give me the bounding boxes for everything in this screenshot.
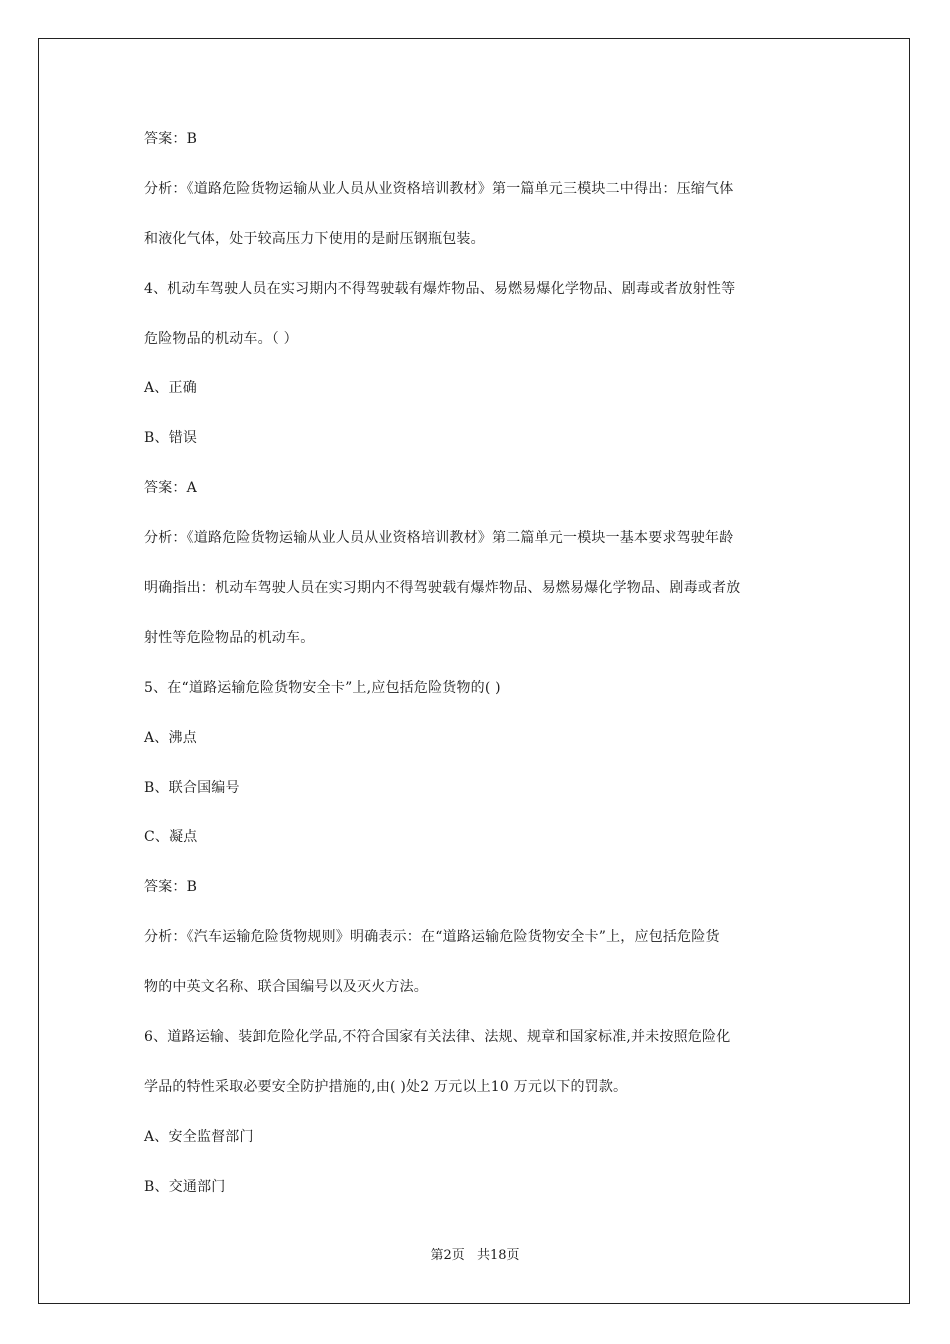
question-line: 学品的特性采取必要安全防护措施的,由( )处2 万元以上10 万元以下的罚款。 (144, 1078, 628, 1095)
option-line: A、安全监督部门 (144, 1128, 254, 1145)
option-line: A、沸点 (144, 729, 197, 746)
document-body (144, 127, 814, 1225)
option-line: B、联合国编号 (144, 779, 240, 796)
option-line: A、正确 (144, 380, 197, 397)
answer-line: 答案：A (144, 480, 197, 497)
analysis-line: 和液化气体，处于较高压力下使用的是耐压钢瓶包装。 (144, 230, 485, 247)
option-line: B、错误 (144, 430, 198, 447)
analysis-line: 分析：《道路危险货物运输从业人员从业资格培训教材》第二篇单元一模块一基本要求驾驶年龄 (144, 530, 734, 547)
page-number: 第2页 (430, 1248, 465, 1263)
analysis-line: 分析：《汽车运输危险货物规则》明确表示：在“道路运输危险货物安全卡”上，应包括危险货 (144, 929, 720, 946)
question-line: 危险物品的机动车。（ ） (144, 330, 298, 347)
question-line: 5、在“道路运输危险货物安全卡”上,应包括危险货物的( ) (144, 679, 501, 696)
analysis-line: 分析：《道路危险货物运输从业人员从业资格培训教材》第一篇单元三模块二中得出：压缩气体 (144, 180, 734, 197)
question-line: 4、机动车驾驶人员在实习期内不得驾驶载有爆炸物品、易燃易爆化学物品、剧毒或者放射性等 (144, 280, 736, 297)
question-line: 6、道路运输、装卸危险化学品,不符合国家有关法律、法规、规章和国家标准,并未按照危险化 (144, 1029, 731, 1046)
analysis-line: 明确指出：机动车驾驶人员在实习期内不得驾驶载有爆炸物品、易燃易爆化学物品、剧毒或者放 (144, 580, 741, 597)
page-total: 共18页 (476, 1248, 520, 1263)
option-line: B、交通部门 (144, 1178, 226, 1195)
option-line: C、凝点 (144, 829, 198, 846)
answer-line: 答案：B (144, 879, 198, 896)
analysis-line: 射性等危险物品的机动车。 (144, 629, 315, 646)
page-footer (0, 1246, 950, 1266)
answer-line: 答案：B (144, 131, 198, 147)
analysis-line: 物的中英文名称、联合国编号以及灭火方法。 (144, 979, 428, 996)
